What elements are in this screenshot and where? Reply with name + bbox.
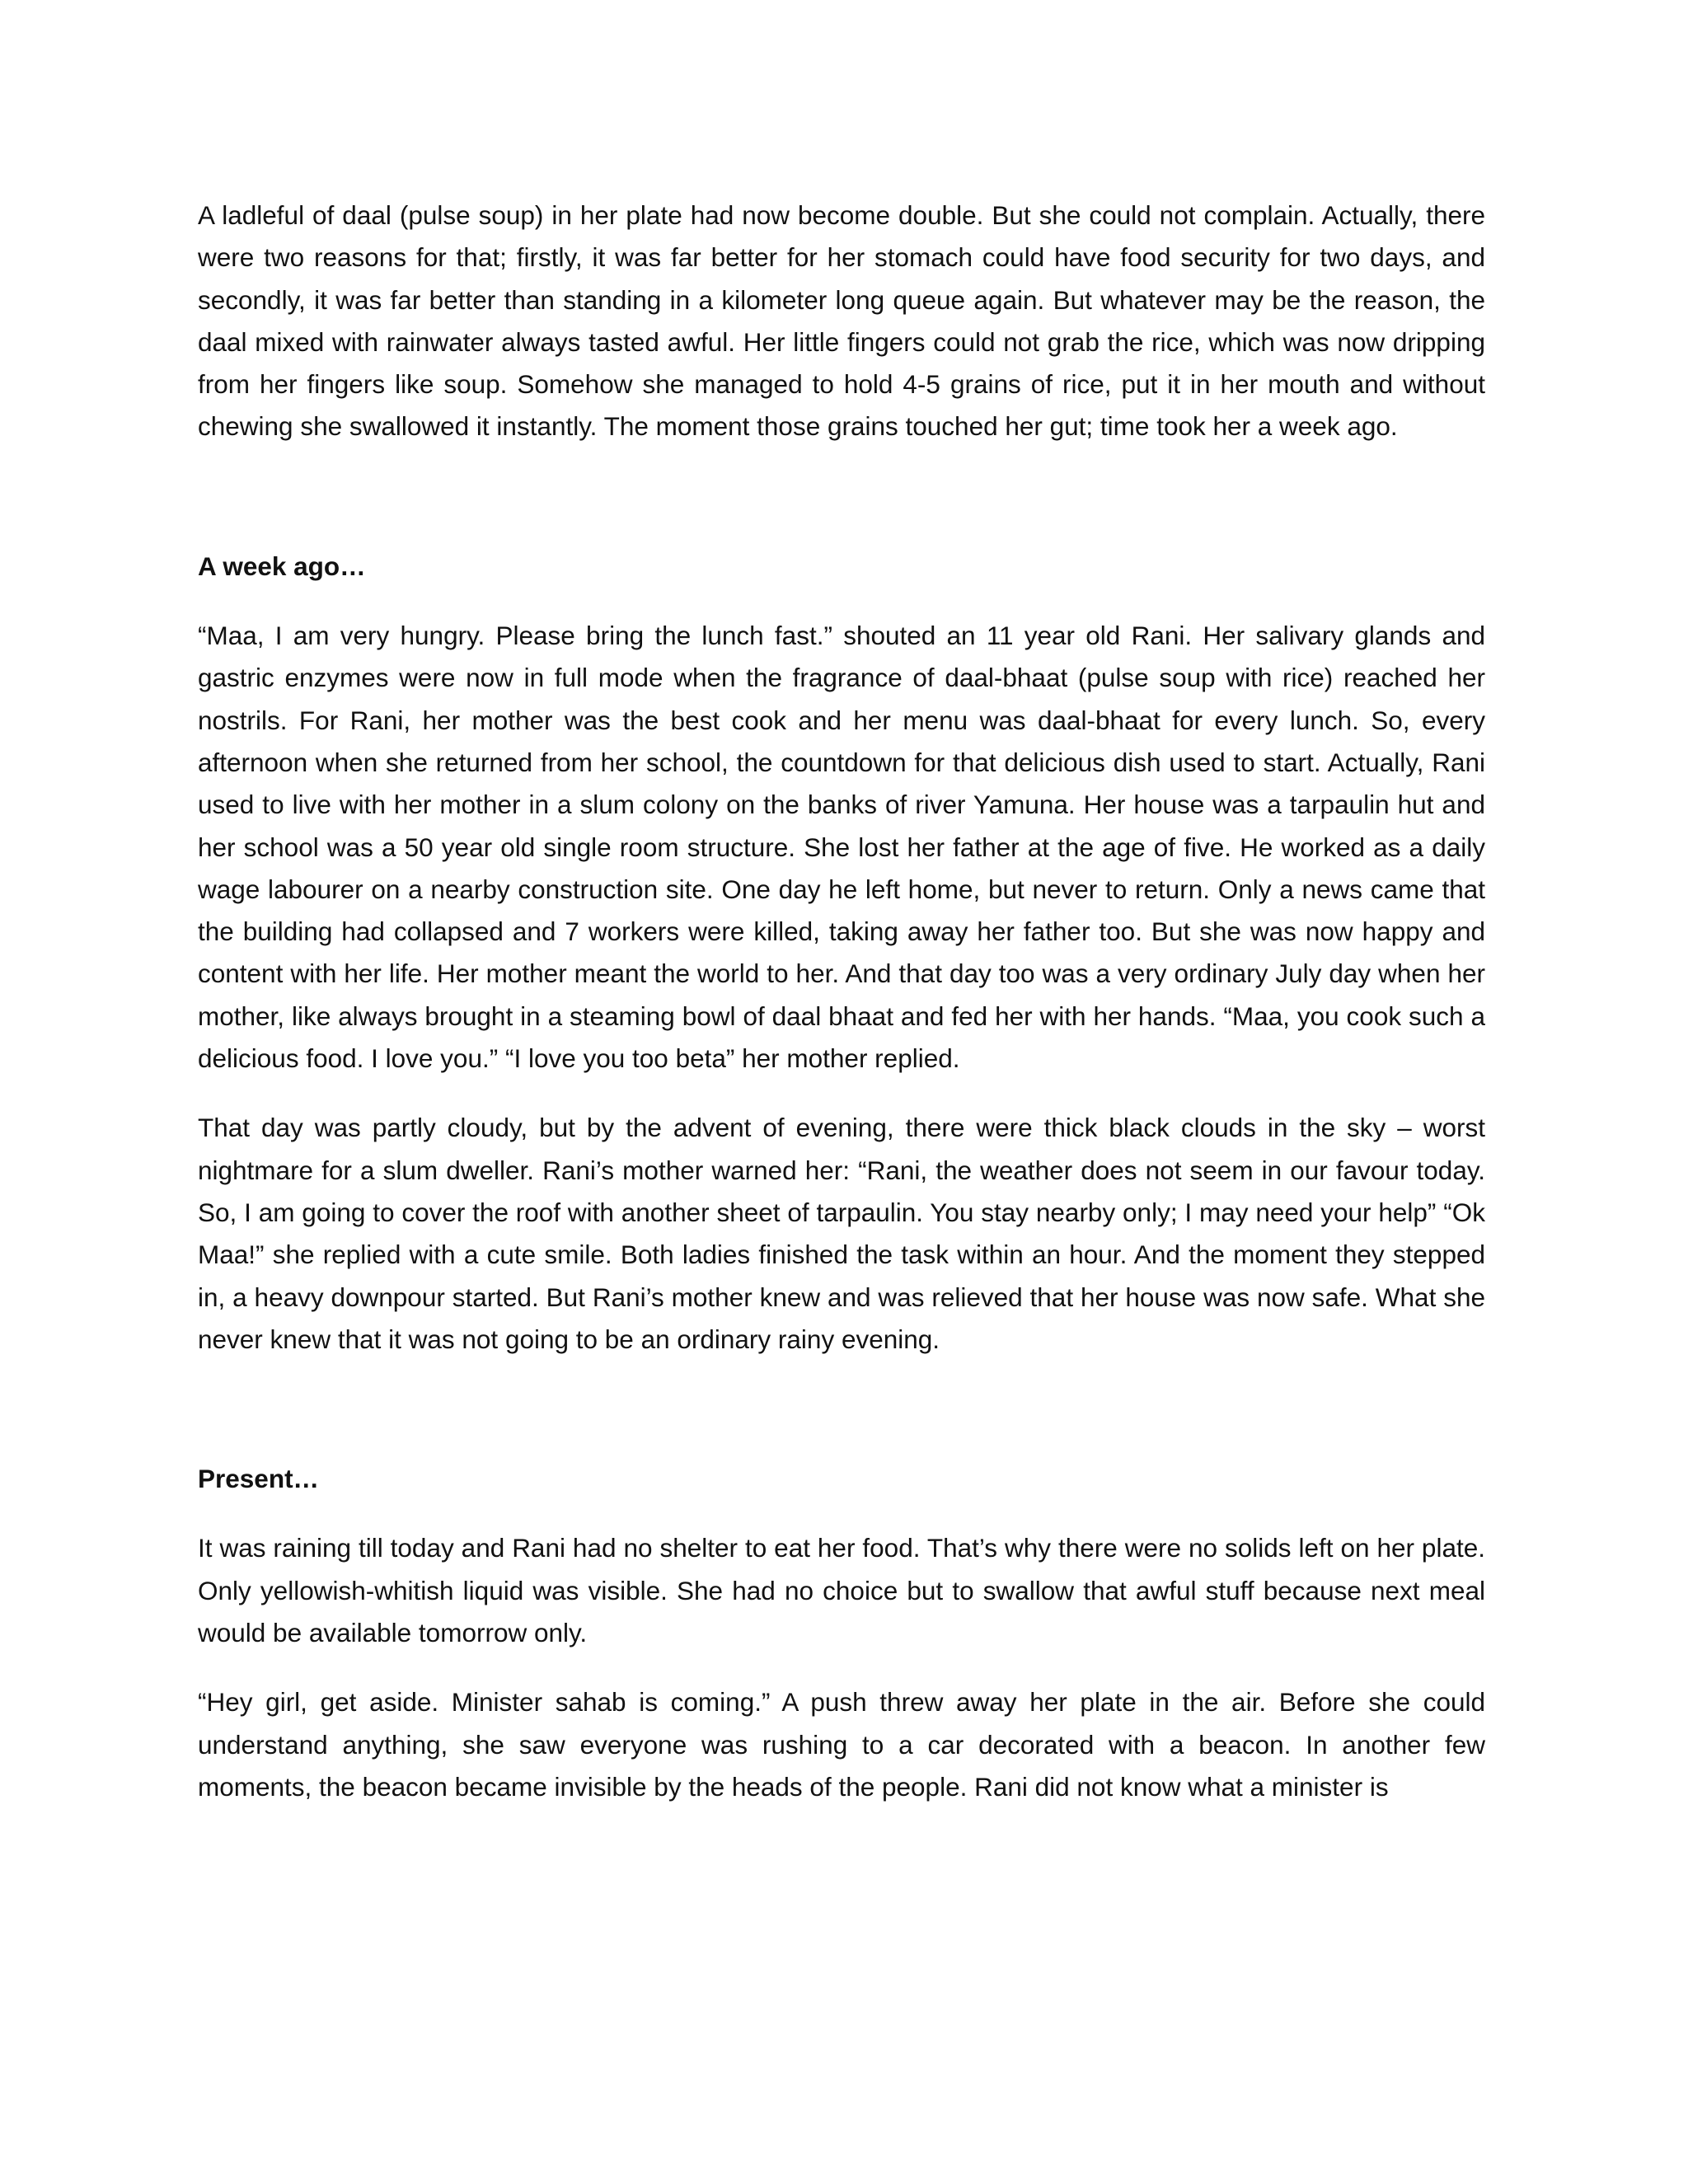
document-body	[198, 194, 1485, 1808]
paragraph-daal-plate: A ladleful of daal (pulse soup) in her plate had now become double. But she could not complain. Actually, there were two reasons for that; firstly, it was far better for her stomach could have food security for two days, and secondly, it was far better than standing in a kilometer long queue again. But whatever may be the reason, the daal mixed with rainwater always tasted awful. Her little fingers could not grab the rice, which was now dripping from her fingers like soup. Somehow she managed to hold 4-5 grains of rice, put it in her mouth and without chewing she swallowed it instantly. The moment those grains touched her gut; time took her a week ago.	[198, 200, 1485, 442]
paragraph-rani-lunch: “Maa, I am very hungry. Please bring the lunch fast.” shouted an 11 year old Rani. Her salivary glands and gastric enzymes were now in full mode when the fragrance of daal-bhaat (pulse soup with rice) reached her nostrils. For Rani, her mother was the best cook and her menu was daal-bhaat for every lunch. So, every afternoon when she returned from her school, the countdown for that delicious dish used to start. Actually, Rani used to live with her mother in a slum colony on the banks of river Yamuna. Her house was a tarpaulin hut and her school was a 50 year old single room structure. She lost her father at the age of five. He worked as a daily wage labourer on a nearby construction site. One day he left home, but never to return. Only a news came that the building had collapsed and 7 workers were killed, taking away her father too. But she was now happy and content with her life. Her mother meant the world to her. And that day too was a very ordinary July day when her mother, like always brought in a steaming bowl of daal bhaat and fed her with her hands. “Maa, you cook such a delicious food. I love you.” “I love you too beta” her mother replied.	[198, 621, 1485, 1074]
paragraph-minister-arrives: “Hey girl, get aside. Minister sahab is coming.” A push threw away her plate in the air. Before she could understand anything, she saw everyone was rushing to a car decorated with a beacon. In another few moments, the beacon became invisible by the heads of the people. Rani did not know what a minister is	[198, 1687, 1485, 1802]
paragraph-cloudy-evening: That day was partly cloudy, but by the advent of evening, there were thick black clouds in the sky – worst nightmare for a slum dweller. Rani’s mother warned her: “Rani, the weather does not seem in our favour today. So, I am going to cover the roof with another sheet of tarpaulin. You stay nearby only; I may need your help” “Ok Maa!” she replied with a cute smile. Both ladies finished the task within an hour. And the moment they stepped in, a heavy downpour started. But Rani’s mother knew and was relieved that her house was now safe. What she never knew that it was not going to be an ordinary rainy evening.	[198, 1113, 1485, 1354]
section-heading-present: Present…	[198, 1464, 320, 1494]
paragraph-raining-today: It was raining till today and Rani had no shelter to eat her food. That’s why there were no solids left on her plate. Only yellowish-whitish liquid was visible. She had no choice but to swallow that awful stuff because next meal would be available tomorrow only.	[198, 1533, 1485, 1648]
section-heading-week-ago: A week ago…	[198, 551, 366, 581]
